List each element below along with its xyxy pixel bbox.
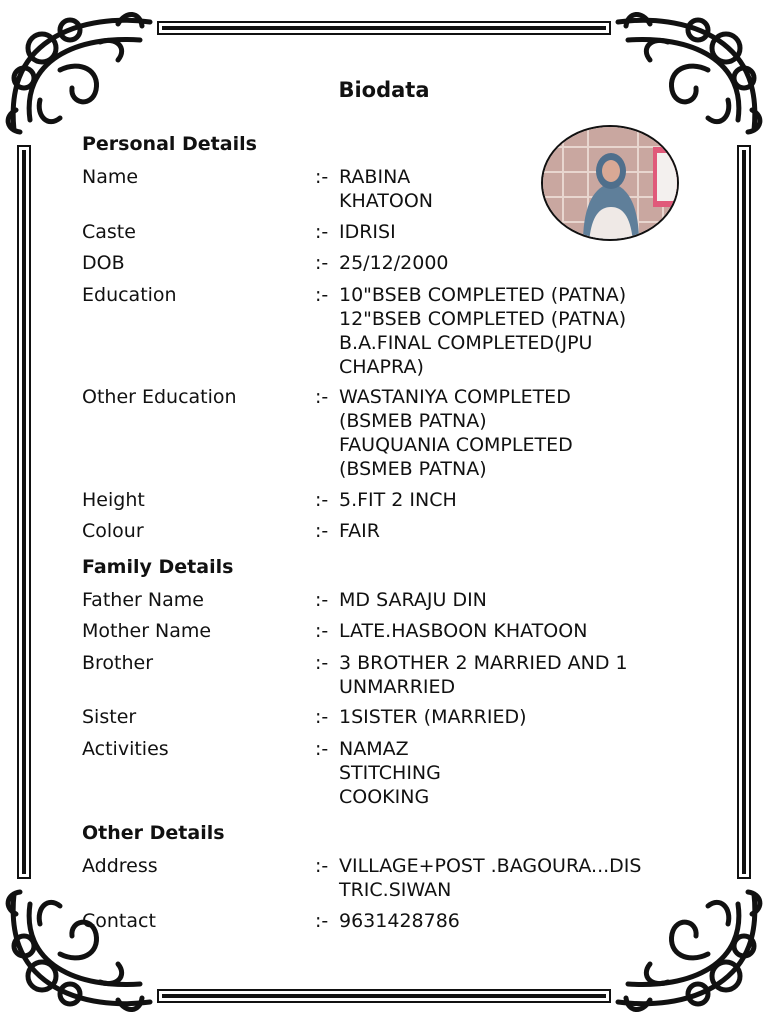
separator: :-	[315, 386, 329, 408]
value-education: 10"BSEB COMPLETED (PATNA) 12"BSEB COMPLETED (PATNA) B.A.FINAL COMPLETED(JPU CHAPRA)	[339, 284, 627, 378]
label-dob: DOB	[82, 252, 125, 274]
value-contact: 9631428786	[339, 910, 460, 932]
value-colour: FAIR	[339, 520, 380, 542]
section-heading-other: Other Details	[82, 822, 225, 844]
value-other-education: WASTANIYA COMPLETED (BSMEB PATNA) FAUQUANIA COMPLETED (BSMEB PATNA)	[339, 386, 573, 480]
value-sister: 1SISTER (MARRIED)	[339, 706, 527, 728]
section-heading-family: Family Details	[82, 556, 234, 578]
value-height: 5.FIT 2 INCH	[339, 489, 457, 511]
value-address: VILLAGE+POST .BAGOURA...DIS TRIC.SIWAN	[339, 855, 642, 901]
label-father: Father Name	[82, 589, 204, 611]
label-height: Height	[82, 489, 145, 511]
value-caste: IDRISI	[339, 221, 396, 243]
separator: :-	[315, 166, 329, 188]
value-mother: LATE.HASBOON KHATOON	[339, 620, 588, 642]
value-brother: 3 BROTHER 2 MARRIED AND 1 UNMARRIED	[339, 652, 628, 698]
label-colour: Colour	[82, 520, 144, 542]
label-mother: Mother Name	[82, 620, 212, 642]
separator: :-	[315, 252, 329, 274]
label-caste: Caste	[82, 221, 136, 243]
label-contact: Contact	[82, 910, 156, 932]
separator: :-	[315, 910, 329, 932]
separator: :-	[315, 520, 329, 542]
label-brother: Brother	[82, 652, 154, 674]
value-name: RABINA KHATOON	[339, 166, 433, 212]
corner-ornament-icon	[8, 14, 150, 132]
label-address: Address	[82, 855, 158, 877]
separator: :-	[315, 489, 329, 511]
value-dob: 25/12/2000	[339, 252, 449, 274]
separator: :-	[315, 738, 329, 760]
label-education: Education	[82, 284, 177, 306]
separator: :-	[315, 855, 329, 877]
page-title: Biodata	[338, 78, 430, 102]
label-name: Name	[82, 166, 139, 188]
label-activities: Activities	[82, 738, 169, 760]
label-sister: Sister	[82, 706, 137, 728]
value-activities: NAMAZ STITCHING COOKING	[339, 738, 441, 808]
label-other-education: Other Education	[82, 386, 237, 408]
separator: :-	[315, 221, 329, 243]
section-heading-personal: Personal Details	[82, 133, 257, 155]
separator: :-	[315, 620, 329, 642]
separator: :-	[315, 652, 329, 674]
separator: :-	[315, 706, 329, 728]
separator: :-	[315, 589, 329, 611]
separator: :-	[315, 284, 329, 306]
value-father: MD SARAJU DIN	[339, 589, 487, 611]
